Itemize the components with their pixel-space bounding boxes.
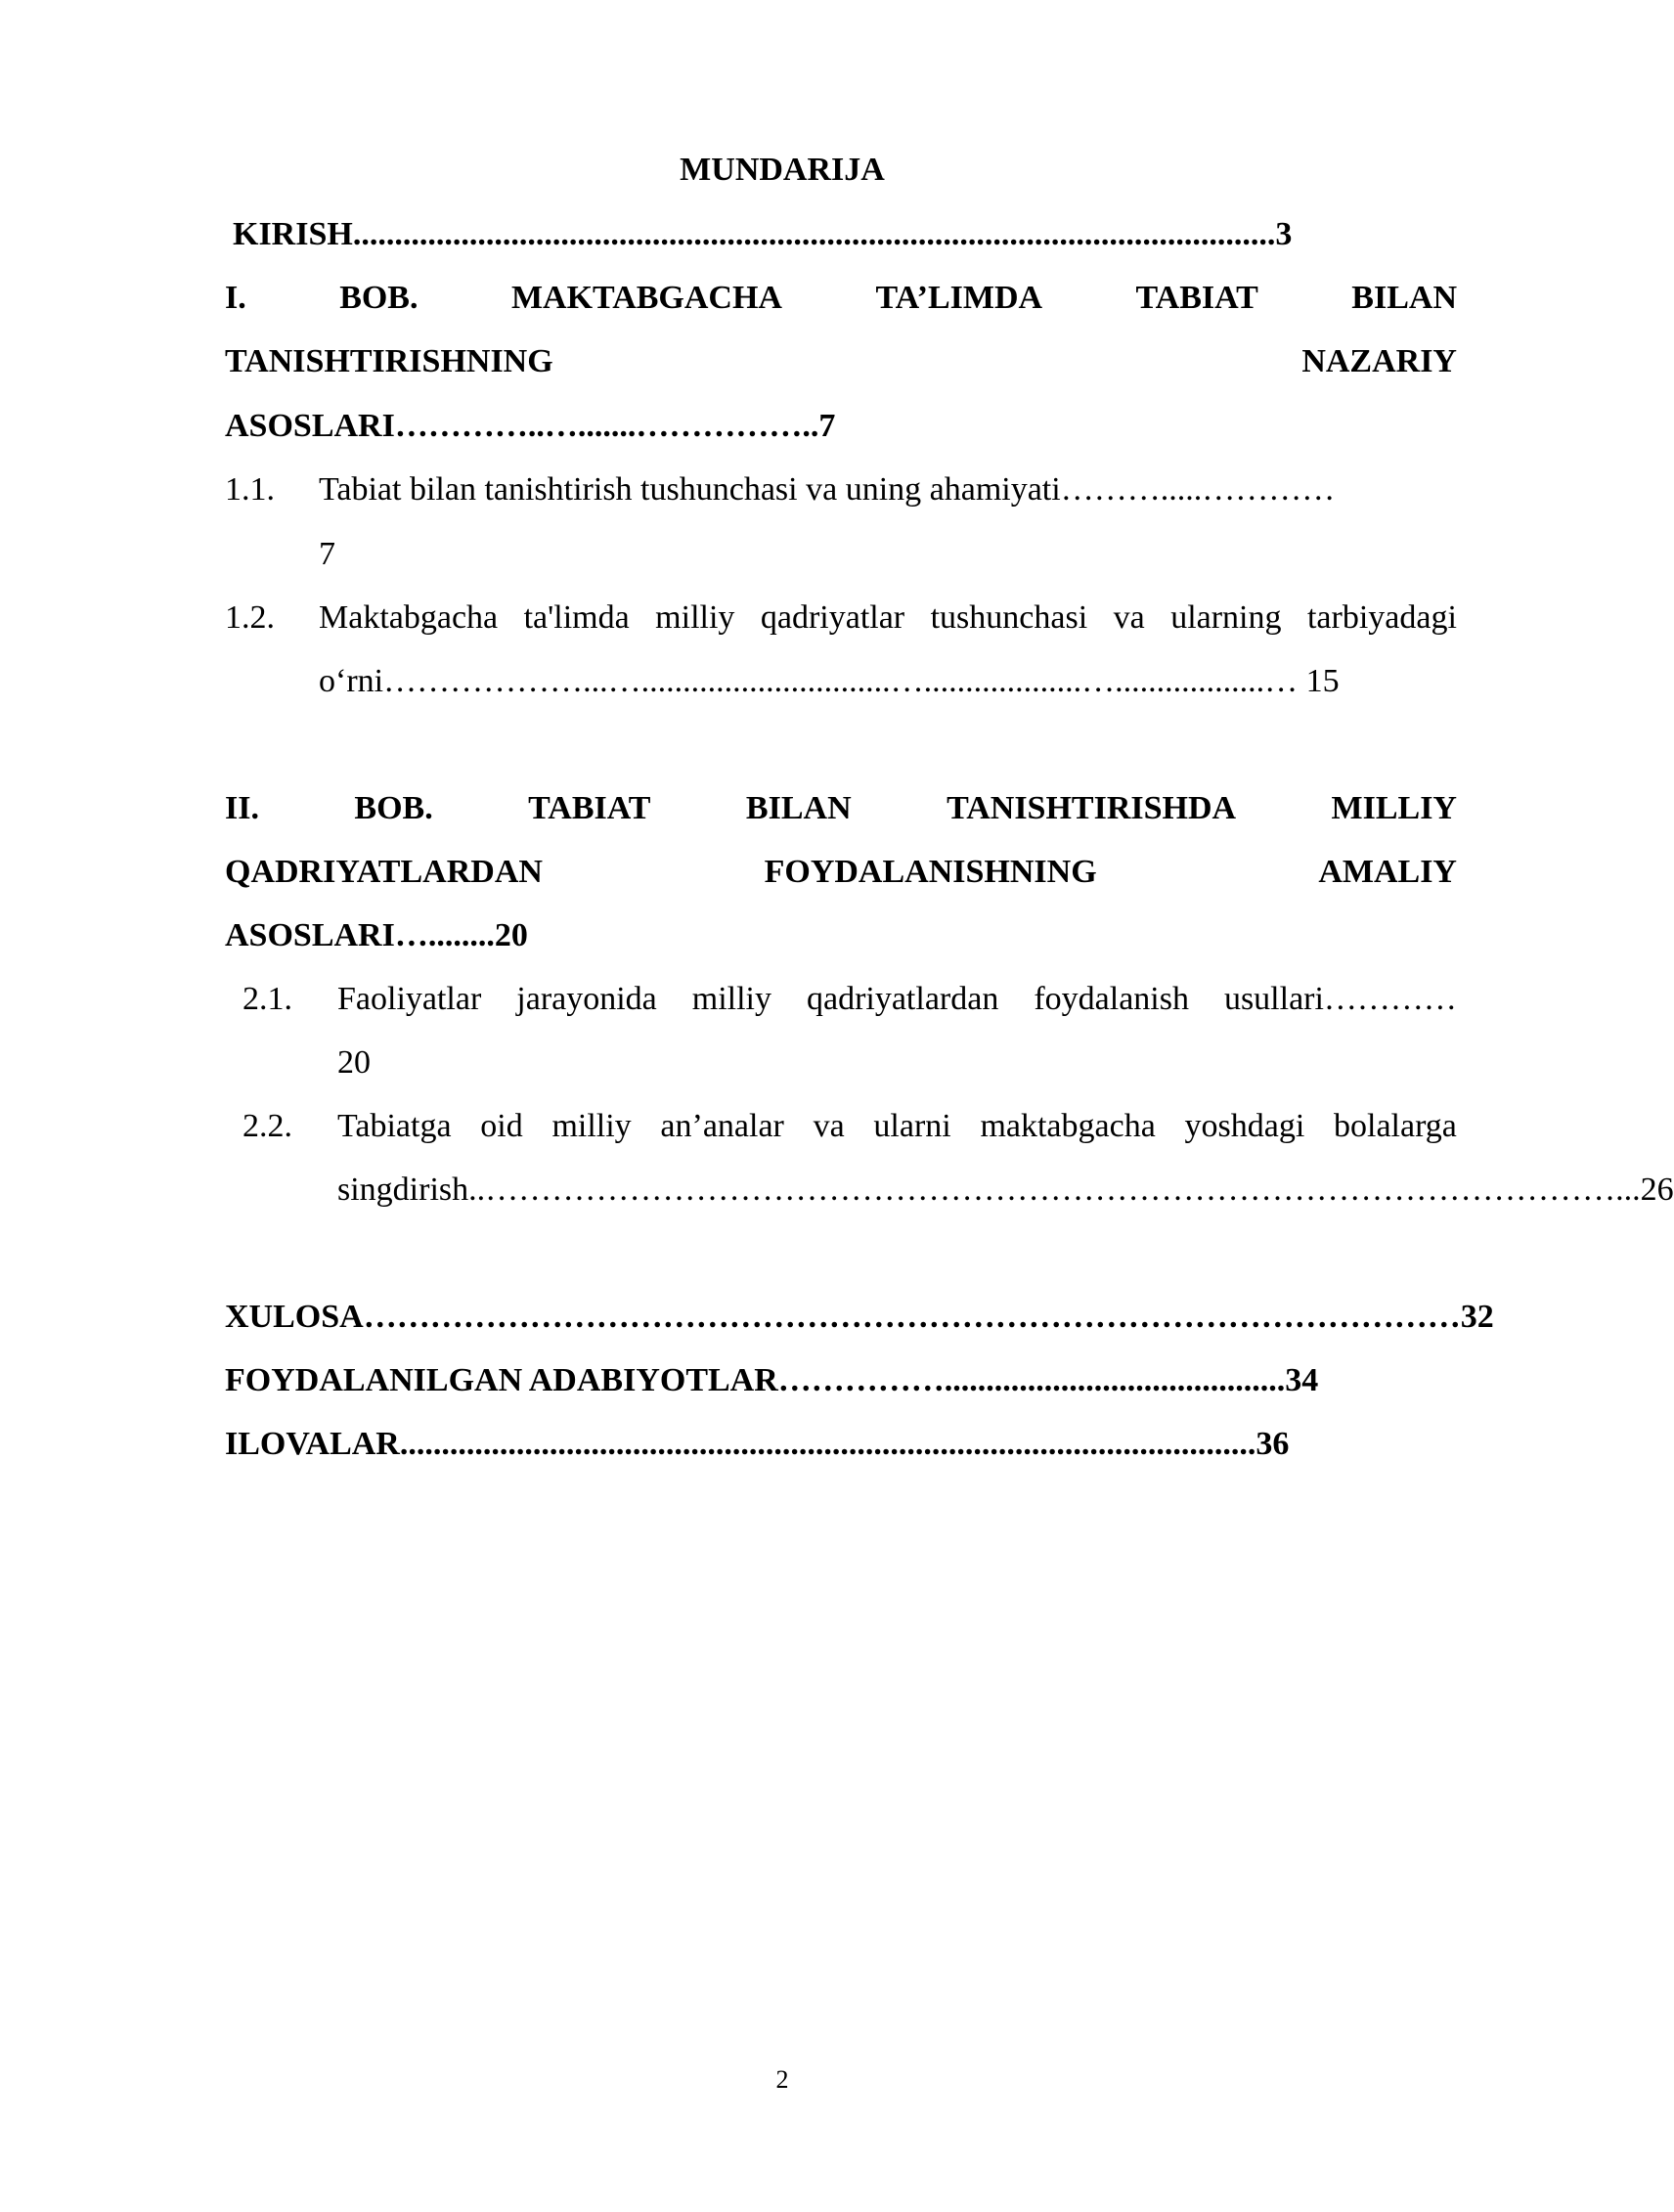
chapter2-word: TABIAT <box>528 790 651 826</box>
toc-entry-xulosa: XULOSA………………………………………………………………………………………32 <box>225 1299 1494 1335</box>
section-word: va <box>813 1108 845 1144</box>
section-word: ta'limda <box>523 599 630 636</box>
section-word: usullari………… <box>1223 981 1457 1017</box>
chapter2-heading-line2 <box>225 849 1457 896</box>
section-word: oid <box>480 1108 523 1144</box>
section-2-2-title-line2: singdirish..…………………………………………………………………………………………...26 <box>337 1172 1674 1208</box>
chapter1-word: TABIAT <box>1135 280 1258 316</box>
chapter1-word: MAKTABGACHA <box>510 280 782 316</box>
chapter1-word: I. <box>225 280 246 316</box>
section-1-2-title-line1 <box>319 595 1457 641</box>
chapter1-word: NAZARIY <box>1301 343 1457 379</box>
section-word: qadriyatlardan <box>806 981 999 1017</box>
chapter1-heading-line3: ASOSLARI…………..….......……………..7 <box>225 408 836 444</box>
toc-title: MUNDARIJA <box>680 152 885 188</box>
chapter2-word: TANISHTIRISHDA <box>947 790 1237 826</box>
section-2-2-title-line1 <box>337 1103 1457 1150</box>
section-2-1-title-line1 <box>337 976 1457 1023</box>
chapter1-word: BOB. <box>339 280 418 316</box>
chapter2-word: QADRIYATLARDAN <box>225 854 543 890</box>
section-word: yoshdagi <box>1184 1108 1305 1144</box>
section-word: tarbiyadagi <box>1306 599 1457 636</box>
section-word: Faoliyatlar <box>337 981 482 1017</box>
section-word: milliy <box>691 981 771 1017</box>
section-word: maktabgacha <box>980 1108 1156 1144</box>
section-1-1-title: Tabiat bilan tanishtirish tushunchasi va uning ahamiyati……….....………… <box>319 471 1336 508</box>
section-word: milliy <box>655 599 735 636</box>
section-number: 1.2. <box>225 599 275 636</box>
chapter1-heading-line1 <box>225 275 1457 322</box>
chapter2-word: MILLIY <box>1331 790 1457 826</box>
section-1-2-title-line2: o‘rni………………...…..............................…...................…..................… 15 <box>319 663 1340 699</box>
toc-entry-adabiyotlar: FOYDALANILGAN ADABIYOTLAR…………….........................................34 <box>225 1362 1319 1398</box>
page-number: 2 <box>775 2065 789 2094</box>
chapter1-word: TA’LIMDA <box>875 280 1043 316</box>
section-word: foydalanish <box>1034 981 1189 1017</box>
section-number: 2.2. <box>242 1108 292 1144</box>
section-word: ularni <box>873 1108 951 1144</box>
section-1-1-page: 7 <box>319 536 335 572</box>
section-word: qadriyatlar <box>760 599 905 636</box>
chapter2-word: FOYDALANISHNING <box>764 854 1097 890</box>
toc-entry-ilovalar: ILOVALAR.......................................................................................................36 <box>225 1426 1290 1462</box>
chapter2-word: AMALIY <box>1318 854 1457 890</box>
chapter1-word: BILAN <box>1351 280 1457 316</box>
section-word: milliy <box>551 1108 632 1144</box>
section-word: an’analar <box>660 1108 784 1144</box>
chapter1-heading-line2 <box>225 338 1457 385</box>
section-word: bolalarga <box>1334 1108 1457 1144</box>
section-word: tushunchasi <box>930 599 1088 636</box>
chapter1-word: TANISHTIRISHNING <box>225 343 553 379</box>
section-word: ularning <box>1170 599 1282 636</box>
section-number: 2.1. <box>242 981 292 1017</box>
chapter2-word: II. <box>225 790 259 826</box>
section-number: 1.1. <box>225 471 275 508</box>
section-2-1-page: 20 <box>337 1044 371 1081</box>
chapter2-heading-line1 <box>225 785 1457 832</box>
section-word: va <box>1113 599 1145 636</box>
toc-entry-kirish: KIRISH...............................................................................................................3 <box>233 216 1293 252</box>
chapter2-word: BOB. <box>354 790 433 826</box>
chapter2-heading-line3: ASOSLARI…........20 <box>225 917 528 953</box>
section-word: Maktabgacha <box>319 599 499 636</box>
section-word: Tabiatga <box>337 1108 452 1144</box>
chapter2-word: BILAN <box>745 790 852 826</box>
section-word: jarayonida <box>516 981 657 1017</box>
